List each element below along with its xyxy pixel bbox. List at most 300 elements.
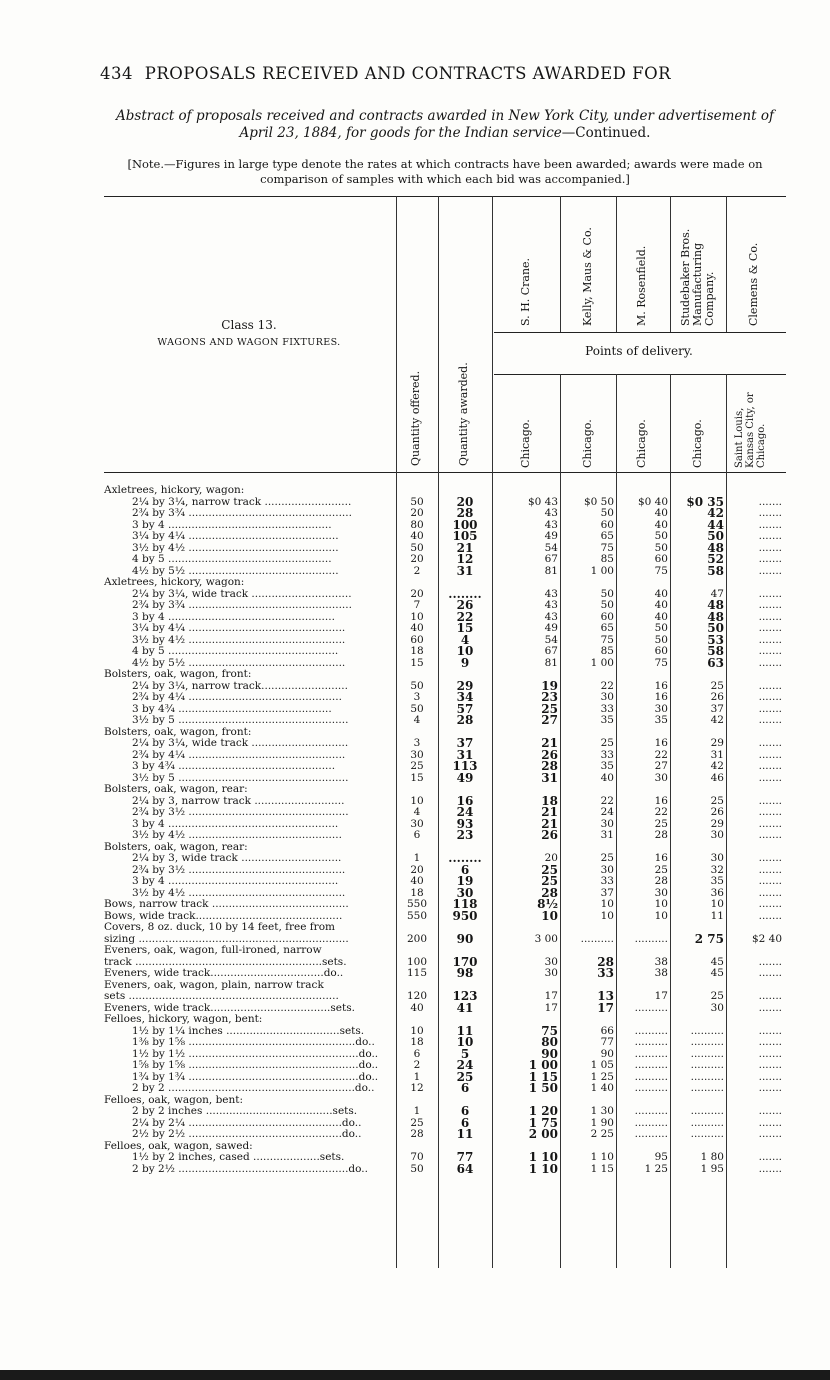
page-edge xyxy=(0,1370,830,1380)
bid-price: ....... xyxy=(758,1070,782,1083)
bid-price: 29 xyxy=(710,737,724,749)
bid-price: 46 xyxy=(710,771,724,784)
bid-price: 27 xyxy=(541,713,558,727)
delivery-point: Saint Louis, Kansas City, or Chicago. xyxy=(734,392,767,468)
table-row xyxy=(0,508,830,520)
bid-price: ....... xyxy=(758,1105,782,1117)
bid-price: $2 40 xyxy=(751,932,782,945)
bid-price: 30 xyxy=(654,771,668,784)
bid-price: 49 xyxy=(544,530,558,542)
bid-price: ....... xyxy=(758,737,782,749)
bid-price: 31 xyxy=(710,748,724,761)
item-description: 2¼ by 3¼, narrow track .......................... xyxy=(132,496,352,508)
table-row xyxy=(0,830,830,842)
bid-price: 25 xyxy=(654,817,668,830)
table-row xyxy=(0,1037,830,1049)
quantity-offered: 550 xyxy=(406,898,428,910)
quantity-offered: 40 xyxy=(410,1001,424,1014)
quantity-awarded: 6 xyxy=(460,862,470,877)
table-row xyxy=(0,1152,830,1164)
page-header xyxy=(100,64,671,83)
delivery-point: Chicago. xyxy=(519,419,532,468)
bid-price: ....... xyxy=(758,771,782,784)
bid-price: 31 xyxy=(541,770,558,785)
quantity-offered: 40 xyxy=(410,875,424,887)
bid-price: .......... xyxy=(634,1047,668,1060)
bid-price: 35 xyxy=(600,760,614,772)
item-description: 3 by 4 ................................................... xyxy=(132,876,339,887)
quantity-awarded: 64 xyxy=(456,1161,474,1176)
bid-price: ....... xyxy=(758,1047,782,1060)
bid-price: ....... xyxy=(758,610,782,623)
bid-price: ....... xyxy=(758,691,782,703)
item-description: 3½ by 5 ................................................... xyxy=(132,772,349,784)
bid-price: ....... xyxy=(758,760,782,772)
bid-price: 1 40 xyxy=(590,1082,614,1094)
bid-price: 30 xyxy=(600,691,614,703)
bid-price: 81 xyxy=(544,656,558,669)
bid-price: 40 xyxy=(654,599,668,611)
table-row xyxy=(0,876,830,888)
bid-price: 49 xyxy=(544,622,558,634)
quantity-awarded: 100 xyxy=(452,517,478,532)
bid-price: 75 xyxy=(654,564,668,577)
bid-price: 1 25 xyxy=(644,1162,668,1175)
quantity-awarded: 4 xyxy=(460,632,470,647)
bid-price: 1 10 xyxy=(528,1150,558,1164)
item-description: 3¼ by 4¼ ............................................. xyxy=(132,531,339,542)
bid-price: 50 xyxy=(600,587,614,600)
item-description: Felloes, hickory, wagon, bent: xyxy=(104,1014,263,1025)
quantity-awarded: 49 xyxy=(456,770,474,785)
bid-price: ....... xyxy=(758,530,782,542)
bid-price: 42 xyxy=(707,506,724,520)
bid-price: ....... xyxy=(758,863,782,876)
bid-price: 77 xyxy=(600,1036,614,1048)
bid-price: 1 75 xyxy=(528,1115,558,1130)
quantity-awarded: 24 xyxy=(456,1058,474,1072)
quantity-awarded: 23 xyxy=(456,828,474,842)
bid-price: 30 xyxy=(710,829,724,841)
bid-price: 38 xyxy=(654,967,668,979)
bid-price: $0 40 xyxy=(637,495,668,508)
bid-price: .......... xyxy=(634,1001,668,1014)
bid-price: ....... xyxy=(758,622,782,634)
bid-price: 28 xyxy=(541,885,558,900)
quantity-awarded: 21 xyxy=(456,540,474,555)
quantity-offered: 20 xyxy=(410,863,424,876)
quantity-offered: 40 xyxy=(410,530,424,542)
bid-price: 3 00 xyxy=(534,932,558,945)
bid-price: .......... xyxy=(634,932,668,945)
quantity-offered: 10 xyxy=(410,1024,424,1037)
table-row xyxy=(0,563,830,578)
table-row xyxy=(0,692,830,704)
table-row xyxy=(0,655,830,670)
bid-price: 30 xyxy=(600,817,614,830)
bidder-header: M. Rosenfield. xyxy=(635,245,648,326)
quantity-offered: 1 xyxy=(413,852,421,864)
item-description: 2 by 2 inches ......................................sets. xyxy=(132,1106,358,1117)
bid-price: ....... xyxy=(758,817,782,830)
bid-price: ....... xyxy=(758,1059,782,1071)
quantity-offered: 120 xyxy=(406,990,428,1002)
bid-price: ....... xyxy=(758,909,782,922)
bid-price: 25 xyxy=(541,874,558,888)
bid-price: 50 xyxy=(600,507,614,519)
item-description: 3¼ by 4¼ ............................................... xyxy=(132,623,346,634)
bid-price: 16 xyxy=(654,691,668,703)
bid-price: 16 xyxy=(654,794,668,807)
item-description: 2 by 2½ ...................................................do.. xyxy=(132,1163,368,1175)
item-description: 2¼ by 3, narrow track ........................... xyxy=(132,795,345,807)
bid-price: 30 xyxy=(710,1001,724,1014)
bid-price: 1 15 xyxy=(590,1162,614,1175)
item-description: 3½ by 4½ .............................................. xyxy=(132,830,342,841)
bid-price: 24 xyxy=(600,806,614,818)
quantity-offered: 30 xyxy=(410,748,424,761)
bid-price: 50 xyxy=(654,633,668,646)
item-description: Bolsters, oak, wagon, rear: xyxy=(104,841,248,853)
bid-price: 58 xyxy=(707,563,724,578)
table-row xyxy=(0,669,830,681)
bid-price: 1 00 xyxy=(528,1058,558,1072)
bid-price: 26 xyxy=(710,806,724,818)
delivery-point: Chicago. xyxy=(691,419,704,468)
bid-price: 20 xyxy=(544,852,558,864)
bid-price: .......... xyxy=(634,1082,668,1094)
bid-price: ....... xyxy=(758,541,782,554)
bid-price: ....... xyxy=(758,553,782,565)
quantity-awarded: 11 xyxy=(456,1023,474,1038)
bid-price: 50 xyxy=(654,541,668,554)
bid-price: 21 xyxy=(541,816,558,831)
bid-price: 60 xyxy=(600,518,614,531)
quantity-offered: 50 xyxy=(410,541,424,554)
abstract-title xyxy=(100,108,790,142)
quantity-offered: 550 xyxy=(406,909,428,922)
running-title: PROPOSALS RECEIVED AND CONTRACTS AWARDED FOR xyxy=(144,64,672,83)
table-row xyxy=(0,968,830,980)
bid-price: 81 xyxy=(544,564,558,577)
bid-price: 38 xyxy=(654,955,668,968)
bid-price: 60 xyxy=(600,610,614,623)
bid-price: 13 xyxy=(597,989,614,1003)
bid-price: .......... xyxy=(634,1059,668,1071)
quantity-awarded: 34 xyxy=(456,690,474,704)
quantity-awarded: 24 xyxy=(456,805,474,819)
bid-price: .......... xyxy=(634,1024,668,1037)
bidder-rule xyxy=(494,332,786,333)
bid-price: 90 xyxy=(541,1046,558,1061)
quantity-awarded: 37 xyxy=(456,736,474,750)
quantity-offered: 50 xyxy=(410,495,424,508)
item-description: 3½ by 4½ ............................................... xyxy=(132,887,346,899)
quantity-awarded: 5 xyxy=(460,1046,470,1061)
bid-price: 53 xyxy=(707,632,724,647)
quantity-awarded: 77 xyxy=(456,1150,474,1164)
bid-price: 58 xyxy=(707,644,724,658)
bid-price: 43 xyxy=(544,599,558,611)
page-number: 434 xyxy=(100,64,133,83)
quantity-offered: 70 xyxy=(410,1151,424,1163)
bid-price: 22 xyxy=(600,794,614,807)
table-row xyxy=(0,623,830,635)
quantity-offered: 1 xyxy=(413,1070,421,1083)
table-row xyxy=(0,784,830,796)
item-description: 4 by 5 ................................................. xyxy=(132,554,332,565)
bid-price: ....... xyxy=(758,495,782,508)
bid-price: 75 xyxy=(600,633,614,646)
bid-price: 25 xyxy=(710,679,724,692)
points-of-delivery-header: Points of delivery. xyxy=(585,344,693,358)
bid-price: $0 43 xyxy=(527,495,558,508)
bid-price: ....... xyxy=(758,748,782,761)
bid-price: 50 xyxy=(707,621,724,635)
bid-price: 35 xyxy=(710,875,724,887)
bid-price: 1 15 xyxy=(528,1069,558,1084)
bid-price: ....... xyxy=(758,955,782,968)
table-row xyxy=(0,738,830,750)
bid-price: 66 xyxy=(600,1024,614,1037)
bid-price: 10 xyxy=(541,908,558,923)
bid-price: ....... xyxy=(758,1162,782,1175)
bid-price: 27 xyxy=(654,760,668,772)
bid-price: 1 10 xyxy=(590,1151,614,1163)
bid-price: ....... xyxy=(758,645,782,657)
bid-price: 63 xyxy=(707,655,724,670)
quantity-awarded: 31 xyxy=(456,747,474,762)
bidder-header: Kelly, Maus & Co. xyxy=(581,227,594,326)
bid-price: $0 50 xyxy=(583,495,614,508)
bid-price: 11 xyxy=(710,909,724,922)
item-description: Bolsters, oak, wagon, front: xyxy=(104,669,252,680)
bid-price: 36 xyxy=(710,886,724,899)
bid-price: 50 xyxy=(654,622,668,634)
item-description: 4 by 5 ................................................... xyxy=(132,646,339,657)
bidder-header: S. H. Crane. xyxy=(519,257,532,326)
quantity-awarded: ........ xyxy=(448,586,482,601)
item-description: 2¾ by 3¾ ................................................. xyxy=(132,600,352,611)
quantity-offered: 20 xyxy=(410,507,424,519)
bid-price: 28 xyxy=(654,875,668,887)
bid-price: ....... xyxy=(758,702,782,715)
quantity-offered: 3 xyxy=(413,691,421,703)
quantity-offered: 4 xyxy=(413,714,421,726)
bid-price: 67 xyxy=(544,645,558,657)
quantity-awarded: 98 xyxy=(456,966,474,980)
bid-price: .......... xyxy=(690,1082,724,1094)
quantity-offered: 25 xyxy=(410,760,424,772)
bid-price: ....... xyxy=(758,1082,782,1094)
bid-price: 26 xyxy=(541,828,558,842)
table-row xyxy=(0,715,830,727)
quantity-offered: 40 xyxy=(410,622,424,634)
item-description: Axletrees, hickory, wagon: xyxy=(104,485,245,496)
bid-price: 32 xyxy=(710,863,724,876)
bid-price: 17 xyxy=(544,990,558,1002)
bid-price: 2 25 xyxy=(590,1128,614,1140)
bid-price: .......... xyxy=(690,1059,724,1071)
quantity-awarded: 90 xyxy=(456,931,474,946)
bid-price: 22 xyxy=(654,806,668,818)
item-description: 1⅜ by 1⅝ ..................................................do.. xyxy=(132,1037,375,1048)
bid-price: 25 xyxy=(600,852,614,864)
quantity-awarded: 6 xyxy=(460,1115,470,1130)
bid-price: 10 xyxy=(600,898,614,910)
quantity-offered: 7 xyxy=(413,599,421,611)
bid-price: 43 xyxy=(544,587,558,600)
bid-price: 28 xyxy=(654,829,668,841)
class-title: WAGONS AND WAGON FIXTURES. xyxy=(157,337,341,348)
quantity-offered: 2 xyxy=(413,564,421,577)
quantity-awarded: 93 xyxy=(456,816,474,831)
bid-price: .......... xyxy=(690,1070,724,1083)
bid-price: $0 35 xyxy=(686,494,724,509)
bid-price: 28 xyxy=(597,954,614,969)
bid-price: .......... xyxy=(634,1128,668,1140)
bid-price: 48 xyxy=(707,540,724,555)
table-row xyxy=(0,646,830,658)
table-row xyxy=(0,770,830,785)
table-row xyxy=(0,853,830,865)
table-row xyxy=(0,1106,830,1118)
bid-price: 30 xyxy=(654,702,668,715)
quantity-awarded: 20 xyxy=(456,494,474,509)
bid-price: 16 xyxy=(654,852,668,864)
table-top-rule xyxy=(104,196,786,197)
bid-price: ....... xyxy=(758,714,782,726)
item-description: 2¼ by 3¼, narrow track.......................... xyxy=(132,680,348,692)
bid-price: 37 xyxy=(600,886,614,899)
quantity-awarded: 6 xyxy=(460,1104,470,1118)
bid-price: 30 xyxy=(600,863,614,876)
item-description: Felloes, oak, wagon, sawed: xyxy=(104,1140,253,1152)
bid-price: ....... xyxy=(758,990,782,1002)
quantity-offered: 6 xyxy=(413,829,421,841)
quantity-awarded: 19 xyxy=(456,874,474,888)
bid-price: 22 xyxy=(654,748,668,761)
quantity-offered: 60 xyxy=(410,633,424,646)
bid-price: 60 xyxy=(654,645,668,657)
quantity-awarded: 113 xyxy=(452,759,478,773)
table-row xyxy=(0,761,830,773)
quantity-awarded: 26 xyxy=(456,598,474,612)
item-description: 2 by 2 ........................................................do.. xyxy=(132,1083,375,1094)
qty-offered-header: Quantity offered. xyxy=(409,370,422,466)
bid-price: 30 xyxy=(654,886,668,899)
item-description: Bows, wide track............................................ xyxy=(104,910,343,922)
bid-price: 75 xyxy=(600,541,614,554)
bid-price: 40 xyxy=(654,507,668,519)
item-description: 2¼ by 2¼ ..............................................do.. xyxy=(132,1117,362,1129)
quantity-awarded: ........ xyxy=(448,851,482,865)
bid-price: 25 xyxy=(710,794,724,807)
bid-price: 1 95 xyxy=(700,1162,724,1175)
bid-price: 42 xyxy=(710,714,724,726)
bid-price: 40 xyxy=(654,587,668,600)
quantity-awarded: 31 xyxy=(456,563,474,578)
header-bottom-rule xyxy=(104,472,786,473)
bid-price: 54 xyxy=(544,541,558,554)
item-description: 2¾ by 3½ ............................................... xyxy=(132,864,346,876)
item-description: Eveners, oak, wagon, plain, narrow track xyxy=(104,979,324,991)
bid-price: 1 00 xyxy=(590,656,614,669)
bid-price: 50 xyxy=(707,529,724,543)
table-body xyxy=(0,485,830,1175)
item-description: 2½ by 2½ ..............................................do.. xyxy=(132,1129,362,1140)
quantity-offered: 6 xyxy=(413,1047,421,1060)
bid-price: 17 xyxy=(544,1001,558,1014)
bid-price: ....... xyxy=(758,829,782,841)
bid-price: 1 00 xyxy=(590,564,614,577)
item-description: 3½ by 4½ ............................................. xyxy=(132,542,339,554)
bid-price: 48 xyxy=(707,609,724,624)
points-rule xyxy=(494,374,786,375)
bid-price: 50 xyxy=(654,530,668,542)
item-description: Felloes, oak, wagon, bent: xyxy=(104,1094,244,1106)
bid-price: 40 xyxy=(654,518,668,531)
bid-price: 75 xyxy=(654,656,668,669)
bid-price: 23 xyxy=(541,690,558,704)
item-description: 4½ by 5½ ............................................. xyxy=(132,565,339,577)
table-row xyxy=(0,908,830,923)
quantity-awarded: 41 xyxy=(456,1000,474,1015)
bid-price: 47 xyxy=(710,587,724,600)
item-description: Eveners, wide track....................................sets. xyxy=(104,1002,355,1014)
quantity-awarded: 123 xyxy=(452,989,478,1003)
item-description: Bolsters, oak, wagon, front: xyxy=(104,726,252,738)
bid-price: .......... xyxy=(690,1047,724,1060)
bid-price: ....... xyxy=(758,875,782,887)
quantity-awarded: 15 xyxy=(456,621,474,635)
bid-price: 1 50 xyxy=(528,1081,558,1095)
bid-price: 19 xyxy=(541,678,558,693)
bid-price: .......... xyxy=(634,1116,668,1129)
bid-price: ....... xyxy=(758,967,782,979)
table-row xyxy=(0,931,830,946)
quantity-awarded: 11 xyxy=(456,1127,474,1141)
item-description: 1¾ by 1¾ ...................................................do.. xyxy=(132,1071,379,1083)
quantity-awarded: 170 xyxy=(452,954,478,969)
quantity-awarded: 16 xyxy=(456,793,474,808)
bid-price: .......... xyxy=(690,1105,724,1117)
quantity-awarded: 30 xyxy=(456,885,474,900)
delivery-point: Chicago. xyxy=(635,419,648,468)
bid-price: 1 10 xyxy=(528,1161,558,1176)
item-description: 2¼ by 3¼, wide track .............................. xyxy=(132,588,352,600)
quantity-offered: 10 xyxy=(410,610,424,623)
quantity-offered: 50 xyxy=(410,1162,424,1175)
class-label: Class 13. xyxy=(221,318,277,332)
table-row xyxy=(0,1129,830,1141)
quantity-awarded: 118 xyxy=(452,897,478,911)
bid-price: 28 xyxy=(541,759,558,773)
quantity-awarded: 10 xyxy=(456,644,474,658)
bid-price: 95 xyxy=(654,1151,668,1163)
quantity-offered: 200 xyxy=(406,932,428,945)
bid-price: 48 xyxy=(707,598,724,612)
item-description: 4½ by 5½ ............................................... xyxy=(132,657,346,669)
quantity-awarded: 29 xyxy=(456,678,474,693)
bid-price: 35 xyxy=(654,714,668,726)
item-description: 2¾ by 4¼ .............................................. xyxy=(132,692,342,703)
abstract-continued: —Continued. xyxy=(561,125,651,141)
bid-price: 2 75 xyxy=(694,931,724,946)
quantity-offered: 3 xyxy=(413,737,421,749)
quantity-offered: 20 xyxy=(410,553,424,565)
bid-price: ....... xyxy=(758,599,782,611)
